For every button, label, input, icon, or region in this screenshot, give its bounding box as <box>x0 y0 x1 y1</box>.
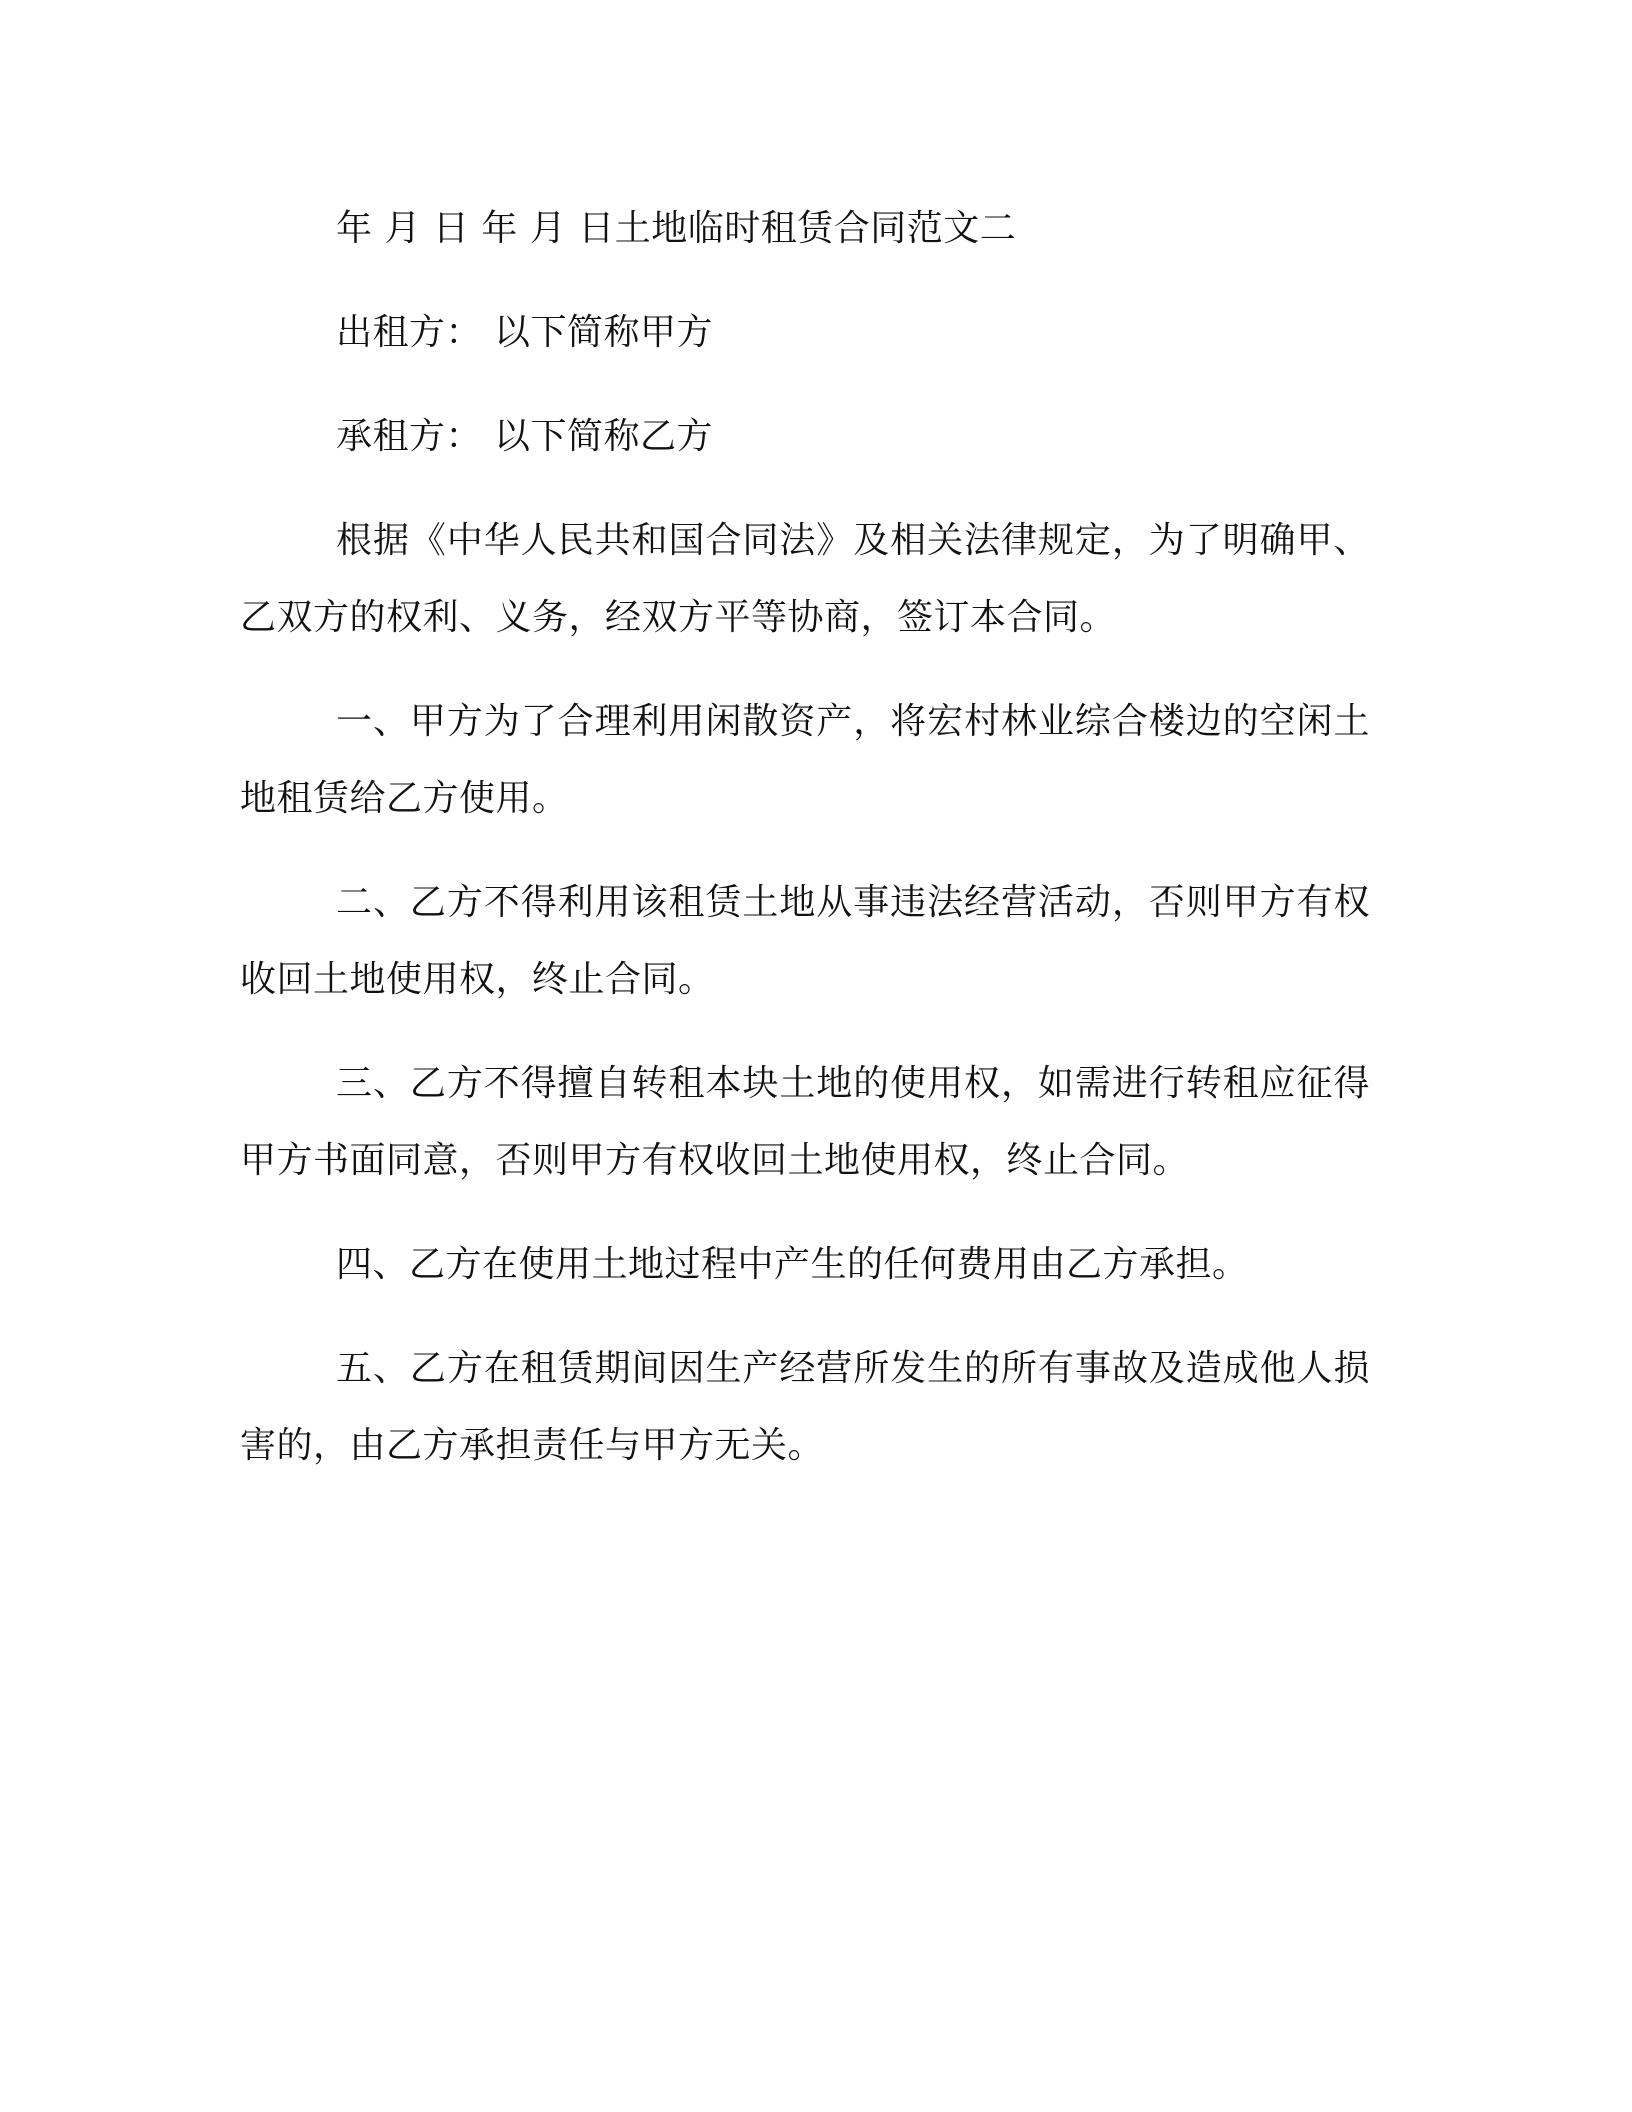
clause-5: 五、乙方在租赁期间因生产经营所发生的所有事故及造成他人损害的，由乙方承担责任与甲方无关。 <box>240 1348 1370 1466</box>
clause-2: 二、乙方不得利用该租赁土地从事违法经营活动，否则甲方有权收回土地使用权，终止合同。 <box>240 882 1370 1000</box>
document-body <box>240 190 1370 1511</box>
clause-3: 三、乙方不得擅自转租本块土地的使用权，如需进行转租应征得甲方书面同意，否则甲方有权收回土地使用权，终止合同。 <box>240 1063 1370 1181</box>
lessor-line: 出租方： 以下简称甲方 <box>336 312 713 353</box>
clause-1: 一、甲方为了合理利用闲散资产，将宏村林业综合楼边的空闲土地租赁给乙方使用。 <box>240 701 1370 819</box>
lessee-line: 承租方： 以下简称乙方 <box>336 416 713 457</box>
intro-paragraph: 根据《中华人民共和国合同法》及相关法律规定，为了明确甲、乙双方的权利、义务，经双方平等协商，签订本合同。 <box>240 520 1370 638</box>
document-title: 年 月 日 年 月 日土地临时租赁合同范文二 <box>336 208 1017 249</box>
clause-4: 四、乙方在使用土地过程中产生的任何费用由乙方承担。 <box>336 1244 1249 1285</box>
